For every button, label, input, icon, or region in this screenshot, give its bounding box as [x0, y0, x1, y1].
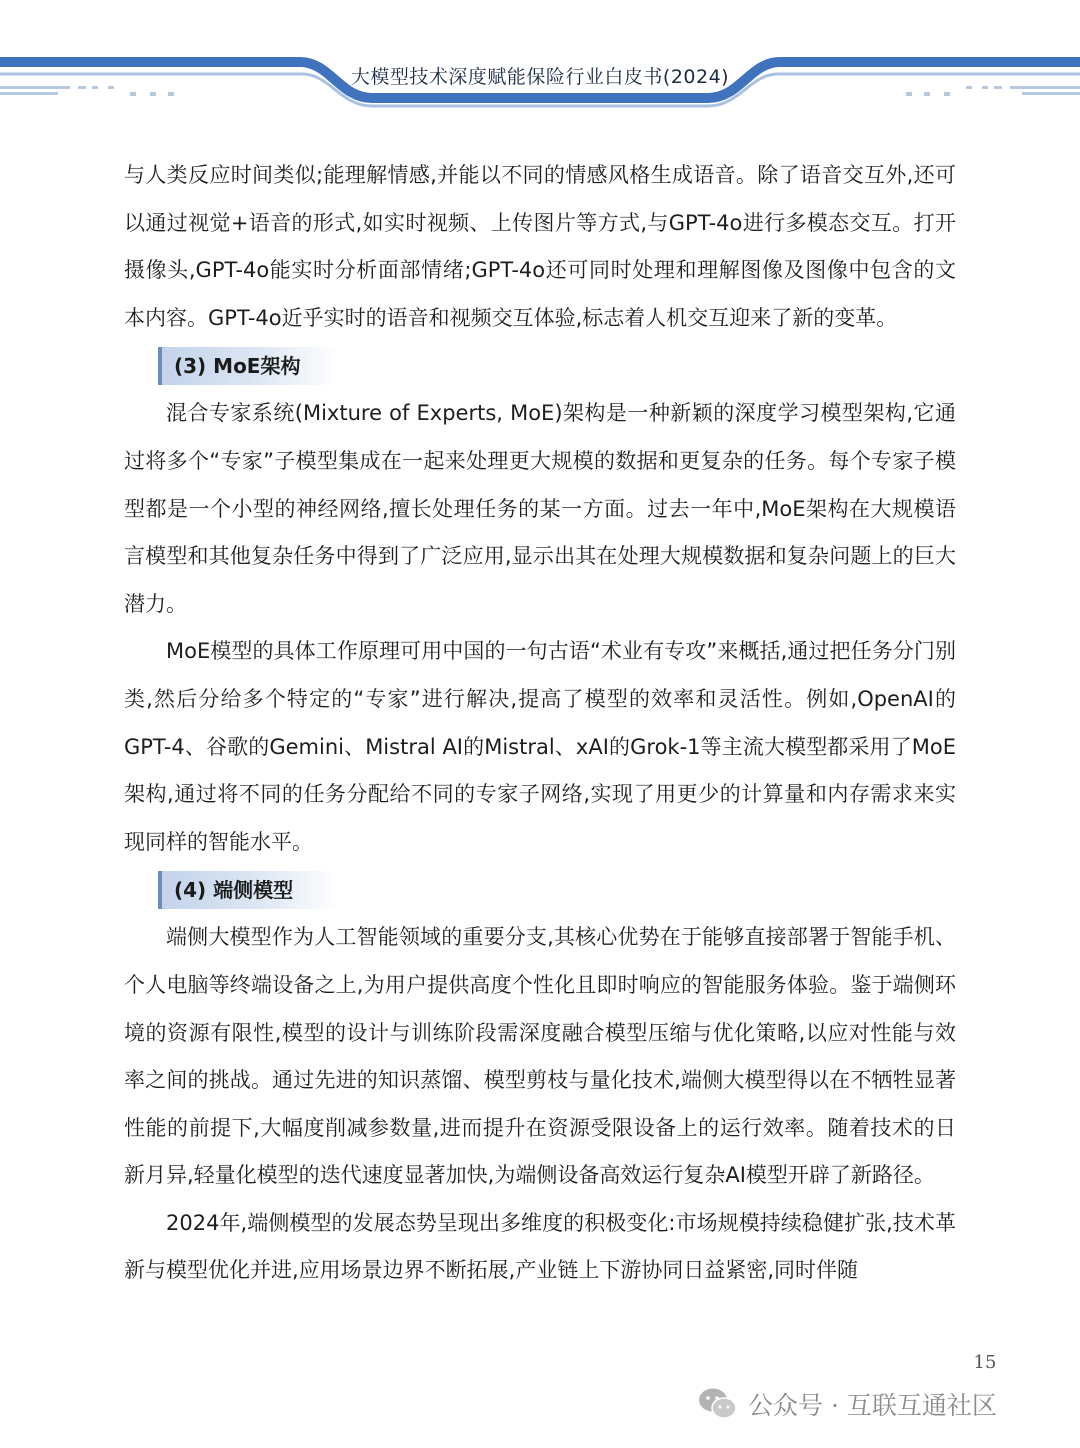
page-header [0, 0, 1080, 120]
page-content [124, 152, 956, 1295]
paragraph: 2024年,端侧模型的发展态势呈现出多维度的积极变化:市场规模持续稳健扩张,技术革新与模型优化并进,应用场景边界不断拓展,产业链上下游协同日益紧密,同时伴随 [124, 1210, 956, 1283]
header-banner-graphic [0, 0, 1080, 120]
paragraph: 混合专家系统(Mixture of Experts, MoE)架构是一种新颖的深度学习模型架构,它通过将多个“专家”子模型集成在一起来处理更大规模的数据和更复杂的任务。每个专家子模型都是一个小型的神经网络,擅长处理任务的某一方面。过去一年中,MoE架构在大规模语言模型和其他复杂任务中得到了广泛应用,显示出其在处理大规模数据和复杂问题上的巨大潜力。 [124, 401, 956, 616]
paragraph: MoE模型的具体工作原理可用中国的一句古语“术业有专攻”来概括,通过把任务分门别类,然后分给多个特定的“专家”进行解决,提高了模型的效率和灵活性。例如,OpenAI的GPT-4、谷歌的Gemini、Mistral AI的Mistral、xAI的Grok-1等主流大模型都采用了MoE架构,通过将不同的任务分配给不同的专家子网络,实现了用更少的计算量和内存需求来实现同样的智能水平。 [124, 639, 956, 854]
section-heading-moe: (3) MoE架构 [158, 347, 338, 385]
page-number: 15 [973, 1352, 997, 1373]
wechat-icon [698, 1387, 738, 1421]
wechat-watermark [698, 1384, 997, 1424]
watermark-text: 公众号 · 互联互通社区 [748, 1391, 997, 1420]
document-title: 大模型技术深度赋能保险行业白皮书(2024) [350, 66, 730, 88]
paragraph: 端侧大模型作为人工智能领域的重要分支,其核心优势在于能够直接部署于智能手机、个人电脑等终端设备之上,为用户提供高度个性化且即时响应的智能服务体验。鉴于端侧环境的资源有限性,模型的设计与训练阶段需深度融合模型压缩与优化策略,以应对性能与效率之间的挑战。通过先进的知识蒸馏、模型剪枝与量化技术,端侧大模型得以在不牺牲显著性能的前提下,大幅度削减参数量,进而提升在资源受限设备上的运行效率。随着技术的日新月异,轻量化模型的迭代速度显著加快,为端侧设备高效运行复杂AI模型开辟了新路径。 [124, 925, 956, 1188]
section-heading-edge-model: (4) 端侧模型 [158, 871, 338, 909]
intro-paragraph: 与人类反应时间类似;能理解情感,并能以不同的情感风格生成语音。除了语音交互外,还可以通过视觉+语音的形式,如实时视频、上传图片等方式,与GPT-4o进行多模态交互。打开摄像头,GPT-4o能实时分析面部情绪;GPT-4o还可同时处理和理解图像及图像中包含的文本内容。GPT-4o近乎实时的语音和视频交互体验,标志着人机交互迎来了新的变革。 [124, 163, 956, 330]
